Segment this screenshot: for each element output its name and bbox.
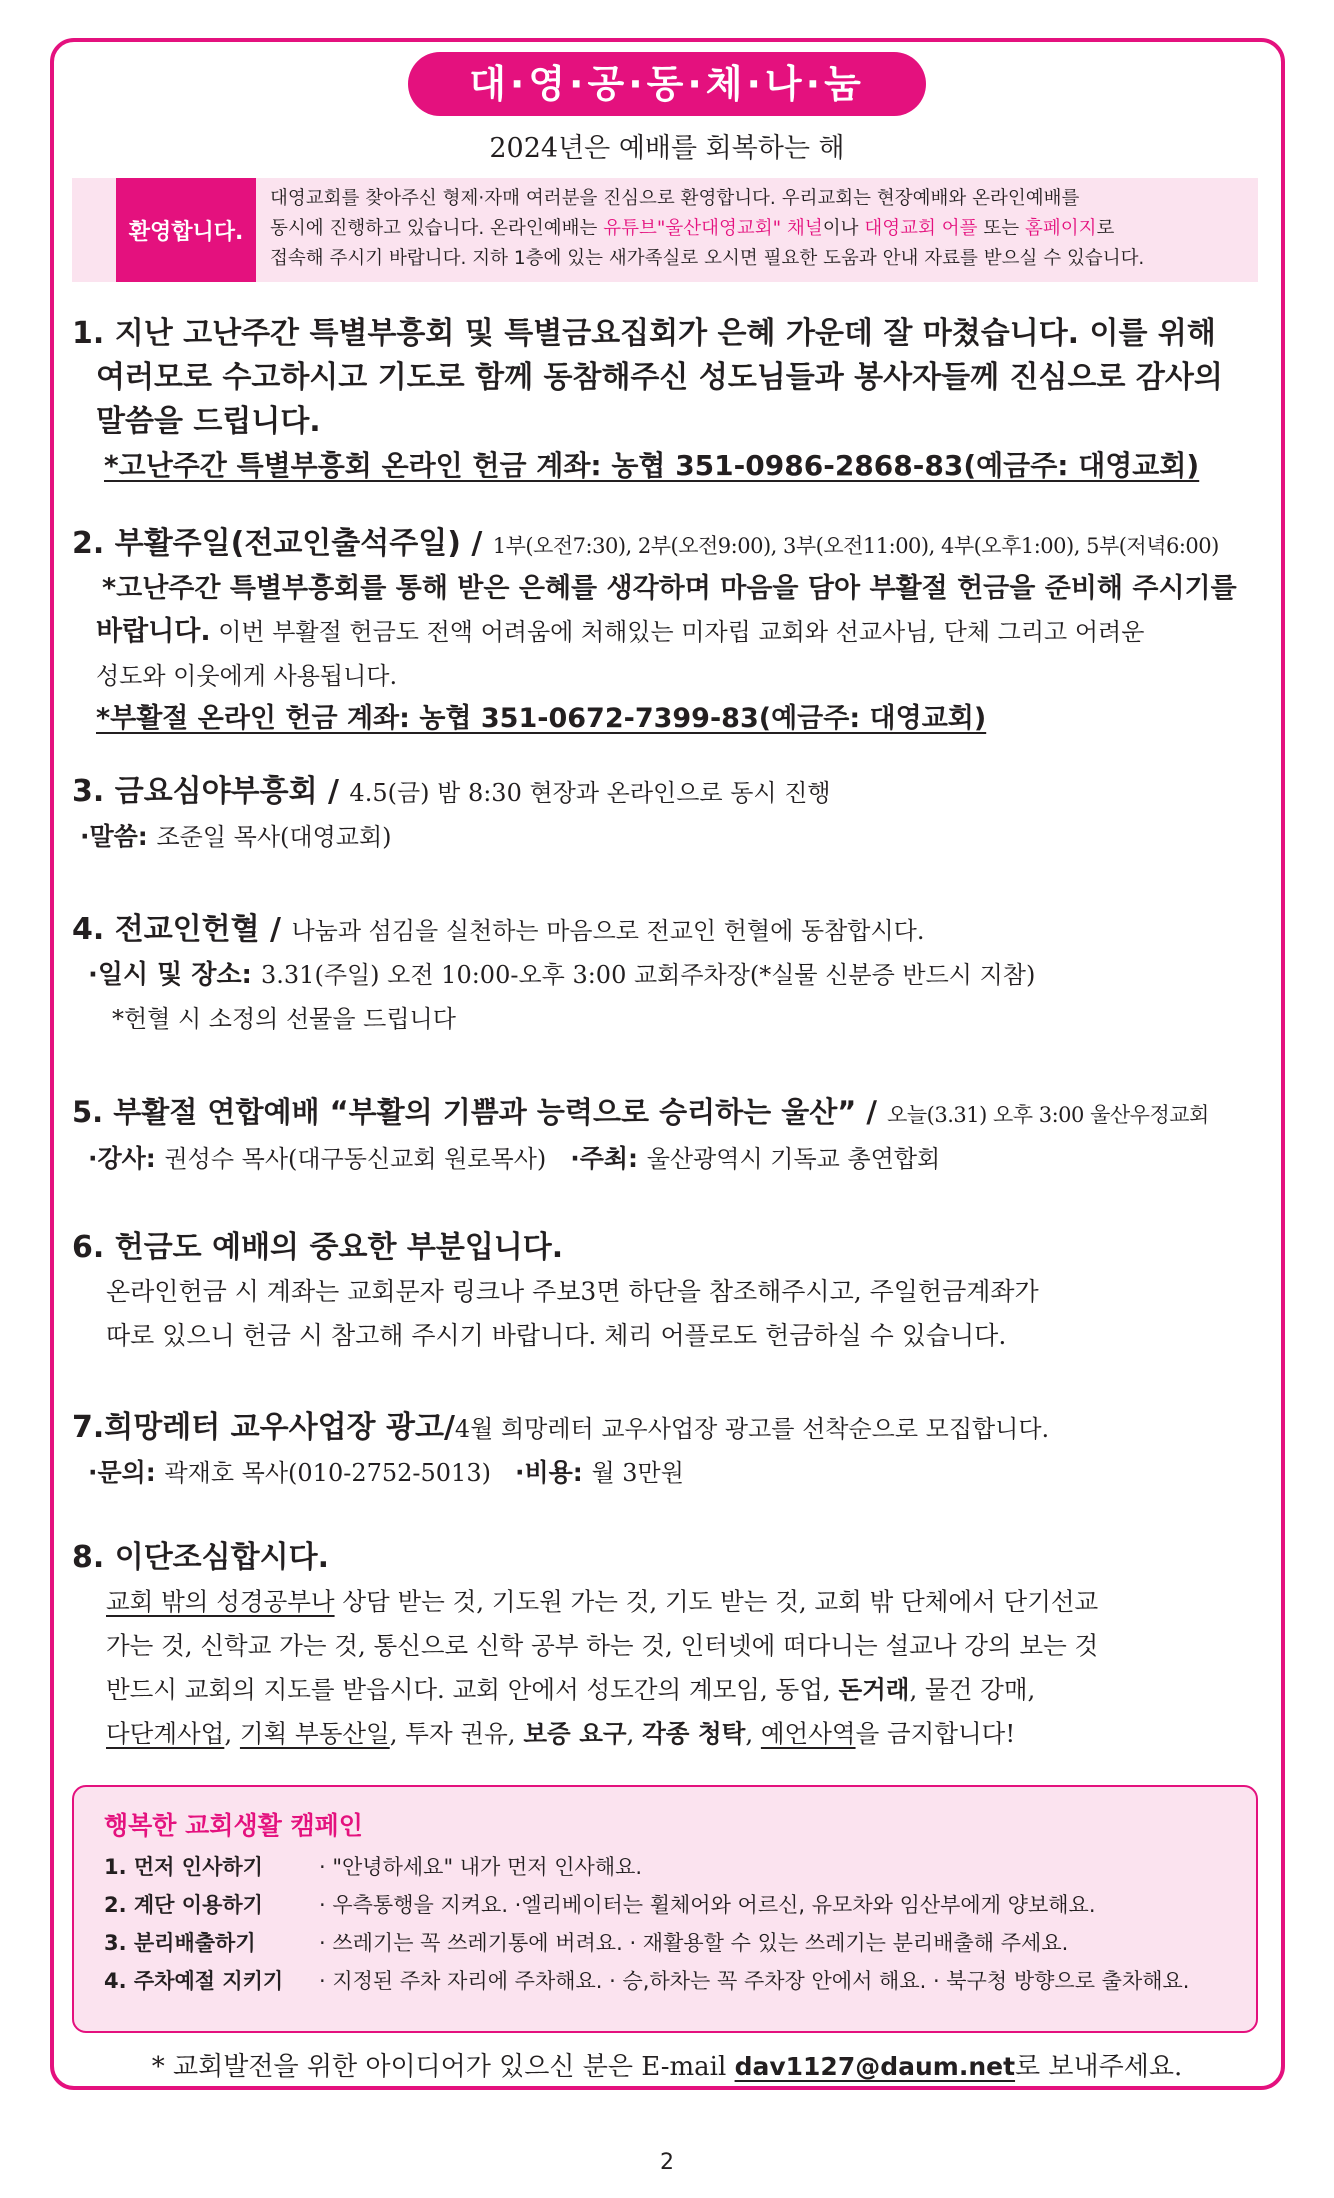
- notice-1-account: *고난주간 특별부흥회 온라인 헌금 계좌: 농협 351-0986-2868-83(예금주: 대영교회): [104, 449, 1200, 482]
- notice-8-line: [72, 1668, 1272, 1712]
- footer-note-text: * 교회발전을 위한 아이디어가 있으신 분은 E-mail: [151, 2052, 735, 2082]
- notice-5-detail: 오늘(3.31) 오후 3:00 울산우정교회: [887, 1103, 1209, 1127]
- notice-7-title: 7.희망레터 교우사업장 광고/: [72, 1410, 455, 1445]
- notice-2-bold-part: 바랍니다.: [96, 616, 211, 647]
- notice-4-detail: 나눔과 섬김을 실천하는 마음으로 전교인 헌혈에 동참합시다.: [291, 917, 925, 945]
- notice-8-line: 가는 것, 신학교 가는 것, 통신으로 신학 공부 하는 것, 인터넷에 떠다니는 설교나 강의 보는 것: [106, 1631, 1099, 1660]
- notice-4-header: [72, 908, 1272, 953]
- notice-3-title: 3. 금요심야부흥회 /: [72, 774, 350, 809]
- campaign-row-label: 2. 계단 이용하기: [104, 1893, 263, 1917]
- notice-8-text: 반드시 교회의 지도를 받읍시다. 교회 안에서 성도간의 계모임, 동업,: [106, 1675, 839, 1704]
- notice-7-contact: [72, 1451, 1272, 1495]
- notice-4-when: [72, 953, 1272, 997]
- notice-8-underlined: 다단계사업: [106, 1719, 225, 1748]
- notice-8-bold: 각종 청탁: [642, 1719, 746, 1748]
- notice-7-cost-value: 월 3만원: [591, 1459, 684, 1487]
- campaign-row-text: · 우측통행을 지켜요. ·엘리베이터는 휠체어와 어르신, 유모차와 임산부에게 양보해요.: [319, 1893, 1096, 1917]
- notice-7-header: [72, 1406, 1272, 1451]
- notice-4-when-label: ·일시 및 장소:: [88, 960, 262, 990]
- app-link[interactable]: 대영교회 어플: [864, 218, 978, 239]
- notice-5-lecturer-label: ·강사:: [88, 1144, 165, 1173]
- notice-6-line: 온라인헌금 시 계좌는 교회문자 링크나 주보3면 하단을 참조해주시고, 주일헌금계좌가: [106, 1277, 1039, 1306]
- notice-2-text: [72, 610, 1272, 654]
- campaign-row-text: · 쓰레기는 꼭 쓰레기통에 버려요. · 재활용할 수 있는 쓰레기는 분리배출해 주세요.: [319, 1931, 1069, 1955]
- campaign-row: [104, 1852, 1244, 1882]
- notice-8-bold: 돈거래: [838, 1675, 910, 1704]
- notice-5-host-label: ·주최:: [570, 1144, 647, 1173]
- campaign-row: [104, 1890, 1244, 1920]
- notice-8-bold: 보증 요구: [523, 1719, 627, 1748]
- notice-8-title: 8. 이단조심합시다.: [72, 1540, 329, 1575]
- notice-8-underlined: 기획 부동산일: [239, 1719, 390, 1748]
- notice-1-line: 여러모로 수고하시고 기도로 함께 동참해주신 성도님들과 봉사자들께 진심으로 감사의: [96, 360, 1223, 395]
- campaign-title: 행복한 교회생활 캠페인: [104, 1811, 363, 1840]
- notice-4-gift: *헌혈 시 소정의 선물을 드립니다: [112, 1005, 456, 1033]
- notice-1-line: 말씀을 드립니다.: [96, 404, 321, 439]
- notice-8-text: ,: [626, 1719, 643, 1748]
- welcome-text-part: 또는: [977, 218, 1025, 239]
- notice-7-contact-value: 곽재호 목사(010-2752-5013): [164, 1459, 491, 1487]
- notice-8-text: 상담 받는 것, 기도원 가는 것, 기도 받는 것, 교회 밖 단체에서 단기선교: [334, 1587, 1099, 1616]
- notice-8-text: 을 금지합니다!: [855, 1719, 1016, 1748]
- notice-2-text-part: 이번 부활절 헌금도 전액 어려움에 처해있는 미자립 교회와 선교사님, 단체 그리고 어려운: [210, 618, 1145, 646]
- notice-3-speaker-value: 조준일 목사(대영교회): [156, 823, 392, 851]
- welcome-text-part: 동시에 진행하고 있습니다. 온라인예배는: [270, 218, 604, 239]
- campaign-row: [104, 1966, 1244, 1996]
- page-title: 대·영·공·동·체·나·눔: [408, 52, 926, 116]
- notice-3-speaker: [72, 815, 1272, 859]
- welcome-line: 접속해 주시기 바랍니다. 지하 1층에 있는 새가족실로 오시면 필요한 도움과 안내 자료를 받으실 수 있습니다.: [270, 248, 1145, 269]
- notice-2-header: [72, 522, 1272, 568]
- notice-5-title: 5. 부활절 연합예배 “부활의 기쁨과 능력으로 승리하는 울산” /: [72, 1095, 888, 1129]
- youtube-link[interactable]: 유튜브"울산대영교회" 채널: [603, 218, 823, 239]
- welcome-line: [270, 214, 1255, 244]
- notice-5-people: [72, 1137, 1282, 1181]
- notice-7: [72, 1406, 1272, 1495]
- notice-7-detail: 4월 희망레터 교우사업장 광고를 선착순으로 모집합니다.: [454, 1415, 1050, 1443]
- notice-7-cost-label: ·비용:: [514, 1458, 592, 1487]
- notice-2: [72, 522, 1272, 740]
- notice-4-when-value: 3.31(주일) 오전 10:00-오후 3:00 교회주차장(*실물 신분증 반드시 지참): [261, 961, 1036, 989]
- notice-3-detail: 4.5(금) 밤 8:30 현장과 온라인으로 동시 진행: [349, 779, 831, 807]
- welcome-line: 대영교회를 찾아주신 형제·자매 여러분을 진심으로 환영합니다. 우리교회는 현장예배와 온라인예배를: [270, 188, 1080, 209]
- notice-8-line: [72, 1580, 1272, 1624]
- notice-4: [72, 908, 1272, 1041]
- notice-5-lecturer-value: 권성수 목사(대구동신교회 원로목사): [164, 1145, 547, 1173]
- welcome-tag: 환영합니다.: [116, 178, 256, 282]
- notice-5: [72, 1090, 1282, 1181]
- notice-1: [72, 312, 1272, 488]
- notice-8-underlined: 교회 밖의 성경공부나: [106, 1587, 335, 1616]
- campaign-row-label: 4. 주차예절 지키기: [104, 1969, 284, 1993]
- notice-6-line: 따로 있으니 헌금 시 참고해 주시기 바랍니다. 체리 어플로도 헌금하실 수 있습니다.: [106, 1321, 1007, 1350]
- campaign-row-label: 1. 먼저 인사하기: [104, 1855, 263, 1879]
- campaign-row-text: · 지정된 주차 자리에 주차해요. · 승,하차는 꼭 주차장 안에서 해요. · 북구청 방향으로 출차해요.: [319, 1969, 1190, 1993]
- footer-note-text: 로 보내주세요.: [1015, 2052, 1183, 2082]
- campaign-row-text: · "안녕하세요" 내가 먼저 인사해요.: [319, 1855, 643, 1879]
- notice-3-speaker-label: ·말씀:: [80, 822, 157, 851]
- notice-3-header: [72, 770, 1272, 815]
- notice-8-underlined: 예언사역: [760, 1719, 856, 1748]
- notice-5-host-value: 울산광역시 기독교 총연합회: [646, 1145, 941, 1173]
- footer-note: [0, 2046, 1334, 2083]
- notice-6: [72, 1226, 1272, 1358]
- page-number: 2: [660, 2150, 674, 2175]
- notice-7-contact-label: ·문의:: [88, 1458, 165, 1487]
- notice-8-text: , 물건 강매,: [909, 1675, 1036, 1704]
- notice-1-line: 1. 지난 고난주간 특별부흥회 및 특별금요집회가 은혜 가운데 잘 마쳤습니다. 이를 위해: [72, 316, 1216, 351]
- notice-2-title: 2. 부활주일(전교인출석주일) /: [72, 526, 493, 561]
- notice-8: [72, 1536, 1272, 1756]
- welcome-text-part: 이나: [822, 218, 865, 239]
- notice-8-text: ,: [745, 1719, 761, 1748]
- notice-2-times: 1부(오전7:30), 2부(오전9:00), 3부(오전11:00), 4부(오후1:00), 5부(저녁6:00): [492, 534, 1219, 558]
- notice-2-text: 성도와 이웃에게 사용됩니다.: [96, 662, 398, 690]
- notice-4-title: 4. 전교인헌혈 /: [72, 912, 292, 947]
- page-subtitle: 2024년은 예배를 회복하는 해: [489, 133, 845, 164]
- homepage-link[interactable]: 홈페이지: [1024, 218, 1097, 239]
- notice-8-text: ,: [224, 1719, 240, 1748]
- notice-2-bold: *고난주간 특별부흥회를 통해 받은 은혜를 생각하며 마음을 담아 부활절 헌금을 준비해 주시기를: [102, 573, 1237, 604]
- notice-8-line: [72, 1712, 1272, 1756]
- campaign-row: [104, 1928, 1244, 1958]
- welcome-text-part: 로: [1096, 218, 1115, 239]
- notice-3: [72, 770, 1272, 859]
- notice-6-title: 6. 헌금도 예배의 중요한 부분입니다.: [72, 1230, 564, 1265]
- notice-2-account: *부활절 온라인 헌금 계좌: 농협 351-0672-7399-83(예금주: 대영교회): [96, 703, 987, 734]
- notice-8-text: , 투자 권유,: [389, 1719, 524, 1748]
- email-link[interactable]: dav1127@daum.net: [734, 2052, 1016, 2081]
- notice-5-header: [72, 1090, 1282, 1137]
- welcome-text: [270, 184, 1255, 274]
- campaign-row-label: 3. 분리배출하기: [104, 1931, 256, 1955]
